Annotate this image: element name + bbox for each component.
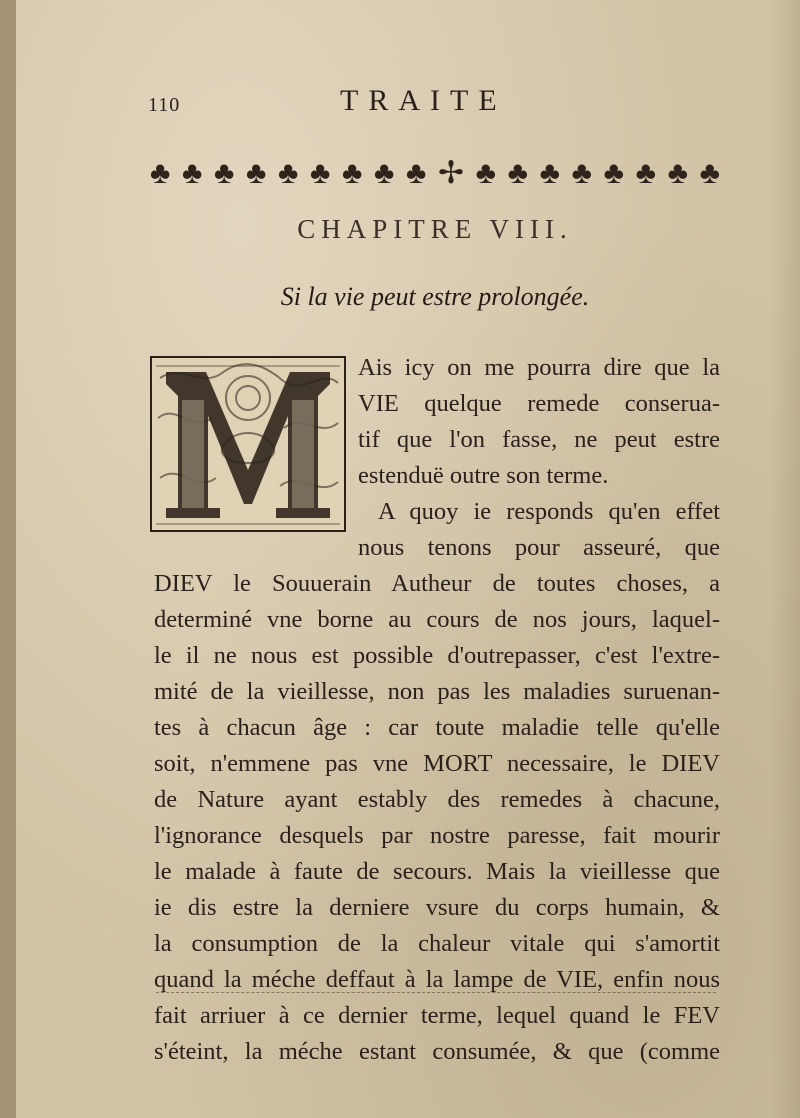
page-number: 110: [148, 94, 181, 116]
ornament-icon: ♣: [150, 154, 171, 190]
text-line: ie dis estre la derniere vsure du corps humain, &: [154, 894, 720, 921]
page-fold-shadow: [770, 0, 800, 1118]
ornament-icon: ♣: [635, 154, 656, 190]
text-line: tes à chacun âge : car toute maladie telle qu'elle: [154, 714, 720, 741]
text-line: le il ne nous est possible d'outrepasser, c'est l'extre-: [154, 642, 720, 669]
ornament-icon: ♣: [507, 154, 528, 190]
chapter-subtitle: Si la vie peut estre prolongée.: [280, 282, 590, 311]
text-line: determiné vne borne au cours de nos jours, laquel-: [154, 606, 720, 633]
text-line: VIE quelque remede conserua-: [358, 390, 720, 417]
text-line: nous tenons pour asseuré, que: [358, 534, 720, 561]
ornament-icon: ♣: [699, 154, 720, 190]
decorated-initial-m-icon: [150, 356, 346, 532]
text-line: le malade à faute de secours. Mais la vieillesse que: [154, 858, 720, 885]
text-line: l'ignorance desquels par nostre paresse, fait mourir: [154, 822, 720, 849]
ornament-band: [150, 154, 720, 190]
text-line: soit, n'emmene pas vne MORT necessaire, le DIEV: [154, 750, 720, 777]
page-edge: [0, 0, 16, 1118]
text-line: fait arriuer à ce dernier terme, lequel quand le FEV: [154, 1002, 720, 1029]
text-line: DIEV le Souuerain Autheur de toutes choses, a: [154, 570, 720, 597]
ornament-icon: ♣: [214, 154, 235, 190]
ornament-icon: ♣: [182, 154, 203, 190]
ornament-icon: ♣: [667, 154, 688, 190]
ornament-icon: ♣: [310, 154, 331, 190]
text-line: la consumption de la chaleur vitale qui s'amortit: [154, 930, 720, 957]
ornament-icon: ♣: [571, 154, 592, 190]
text-line: mité de la vieillesse, non pas les maladies suruenan-: [154, 678, 720, 705]
text-line: Ais icy on me pourra dire que la: [358, 354, 720, 381]
text-line: quand la méche deffaut à la lampe de VIE, enfin nous: [154, 966, 720, 993]
chapter-heading: CHAPITRE VIII.: [297, 214, 573, 244]
ornament-icon: ♣: [603, 154, 624, 190]
page-header: [148, 84, 728, 124]
ornament-icon: ♣: [406, 154, 427, 190]
text-line: A quoy ie responds qu'en effet: [378, 498, 720, 525]
bottom-rule: [156, 992, 716, 993]
ornament-icon: ♣: [374, 154, 395, 190]
text-line: s'éteint, la méche estant consumée, & que (comme: [154, 1038, 720, 1065]
ornament-center-icon: ✢: [438, 154, 464, 190]
text-line: estenduë outre son terme.: [358, 462, 609, 489]
text-line: tif que l'on fasse, ne peut estre: [358, 426, 720, 453]
ornament-icon: ♣: [246, 154, 267, 190]
ornament-icon: ♣: [278, 154, 299, 190]
ornament-icon: ♣: [475, 154, 496, 190]
ornament-icon: ♣: [342, 154, 363, 190]
running-title: TRAITE: [340, 84, 507, 117]
text-line: de Nature ayant estably des remedes à chacune,: [154, 786, 720, 813]
ornament-icon: ♣: [539, 154, 560, 190]
